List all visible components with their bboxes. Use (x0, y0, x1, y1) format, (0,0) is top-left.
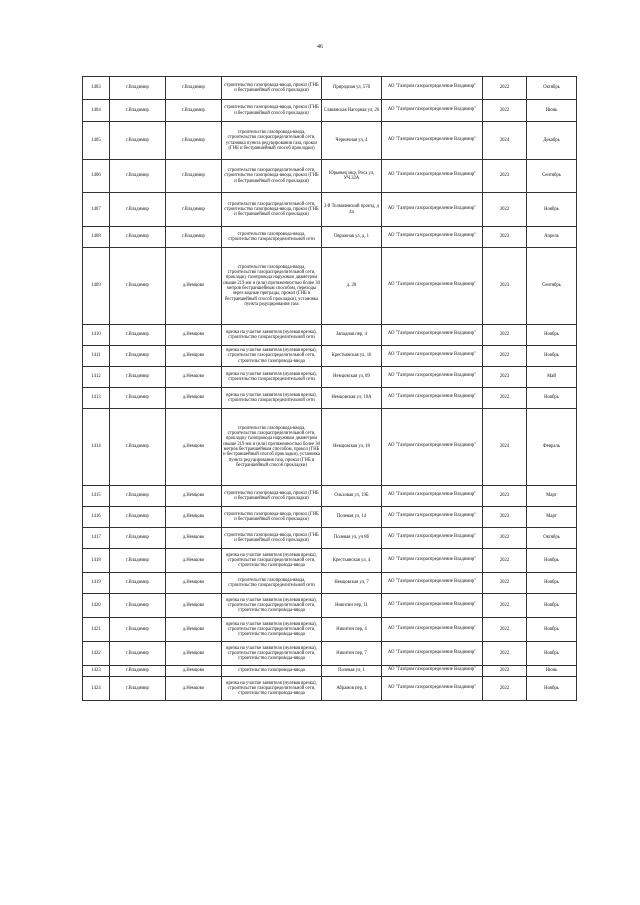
locality-cell: г.Владимир (166, 100, 222, 122)
year-cell: 2022 (483, 528, 527, 549)
month-cell: Март (527, 486, 577, 507)
row-number: 1422 (83, 642, 110, 666)
locality-cell: д.Немцово (166, 642, 222, 666)
table-row (83, 549, 577, 573)
row-number: 1405 (83, 122, 110, 160)
city-cell: г.Владимир (110, 193, 166, 227)
organization-cell: АО "Газпром газораспределение Владимир" (382, 160, 483, 193)
row-number: 1412 (83, 367, 110, 388)
year-cell: 2022 (483, 325, 527, 346)
table-row (83, 666, 577, 677)
city-cell: г.Владимир (110, 227, 166, 248)
work-description: врезка на участке заявителя (нулевая врезка), строительство газораспределительной сети, строительство газопровода-ввода (222, 677, 322, 701)
address-cell: 3-й Толмачевский проезд, д 4а (322, 193, 382, 227)
address-cell: Юрьевец мкр, Роса ул, УЧ.32А (322, 160, 382, 193)
organization-cell: АО "Газпром газораспределение Владимир" (382, 122, 483, 160)
year-cell: 2022 (483, 77, 527, 100)
work-description: строительство газопровода-ввода, прокол (ГНБ и бестраншейный способ прокладки) (222, 528, 322, 549)
address-cell: Черничная ул, 4 (322, 122, 382, 160)
row-number: 1416 (83, 507, 110, 528)
row-number: 1408 (83, 227, 110, 248)
locality-cell: д.Немцово (166, 409, 222, 486)
address-cell: Славянская Нагорная ул, 26 (322, 100, 382, 122)
organization-cell: АО "Газпром газораспределение Владимир" (382, 666, 483, 677)
organization-cell: АО "Газпром газораспределение Владимир" (382, 325, 483, 346)
organization-cell: АО "Газпром газораспределение Владимир" (382, 642, 483, 666)
month-cell: Сентябрь (527, 160, 577, 193)
work-description: строительство газопровода-ввода, строительство газораспределительной сети (222, 227, 322, 248)
address-cell: Западная пер, 4 (322, 325, 382, 346)
table-row (83, 122, 577, 160)
organization-cell: АО "Газпром газораспределение Владимир" (382, 388, 483, 409)
work-description: врезка на участке заявителя (нулевая врезка), строительство газораспределительной сети (222, 367, 322, 388)
work-description: строительство газопровода-ввода (222, 666, 322, 677)
work-description: строительство газопровода-ввода, прокол (ГНБ и бестраншейный способ прокладки) (222, 77, 322, 100)
year-cell: 2022 (483, 677, 527, 701)
month-cell: Март (527, 507, 577, 528)
locality-cell: г.Владимир (166, 160, 222, 193)
row-number: 1403 (83, 77, 110, 100)
year-cell: 2024 (483, 409, 527, 486)
organization-cell: АО "Газпром газораспределение Владимир" (382, 77, 483, 100)
organization-cell: АО "Газпром газораспределение Владимир" (382, 346, 483, 367)
city-cell: г.Владимир (110, 528, 166, 549)
locality-cell: д.Немцово (166, 325, 222, 346)
address-cell: Немцовская ул, 18 (322, 409, 382, 486)
month-cell: Ноябрь (527, 549, 577, 573)
year-cell: 2024 (483, 122, 527, 160)
work-description: врезка на участке заявителя (нулевая врезка), строительство газораспределительной сети, строительство газопровода-ввода (222, 618, 322, 642)
address-cell: д. 28 (322, 248, 382, 325)
month-cell: Ноябрь (527, 573, 577, 594)
row-number: 1420 (83, 594, 110, 618)
work-description: строительство газопровода-ввода, строительство газораспределительной сети, прокладку газопровода наружным диаметром свыше 219 мм и (или) протяженностью более 30 метров бестраншейным способом, прокол (ГНБ и бестраншейный способ прокладки), установка пункта редуцирования газа, прокол (ГНБ и бестраншейный способ прокладки) (222, 409, 322, 486)
row-number: 1415 (83, 486, 110, 507)
row-number: 1406 (83, 160, 110, 193)
year-cell: 2023 (483, 227, 527, 248)
month-cell: Ноябрь (527, 325, 577, 346)
row-number: 1419 (83, 573, 110, 594)
year-cell: 2023 (483, 507, 527, 528)
locality-cell: г.Владимир (166, 77, 222, 100)
table-row (83, 409, 577, 486)
work-description: врезка на участке заявителя (нулевая врезка), строительство газораспределительной сети (222, 388, 322, 409)
month-cell: Сентябрь (527, 248, 577, 325)
table-row (83, 642, 577, 666)
row-number: 1411 (83, 346, 110, 367)
table-row (83, 486, 577, 507)
organization-cell: АО "Газпром газораспределение Владимир" (382, 507, 483, 528)
page-number: 46 (317, 44, 323, 50)
row-number: 1409 (83, 248, 110, 325)
city-cell: г.Владимир (110, 325, 166, 346)
city-cell: г.Владимир (110, 677, 166, 701)
month-cell: Ноябрь (527, 594, 577, 618)
address-cell: Никитин пер, 7 (322, 642, 382, 666)
city-cell: г.Владимир (110, 573, 166, 594)
organization-cell: АО "Газпром газораспределение Владимир" (382, 549, 483, 573)
address-cell: Никитин пер, 4 (322, 618, 382, 642)
work-description: строительство газопровода-ввода, строительство газораспределительной сети, прокладку газопровода наружным диаметром свыше 219 мм и (или) протяженностью более 30 метров бестраншейным способом, переходы через водные преграды, прокол (ГНБ и бестраншейный способ прокладки), установка пункта редуцирования газа (222, 248, 322, 325)
address-cell: Полевая ул, 14 (322, 507, 382, 528)
work-description: строительство газопровода-ввода, прокол (ГНБ и бестраншейный способ прокладки) (222, 100, 322, 122)
locality-cell: д.Немцово (166, 486, 222, 507)
address-cell: Абрамов пер, 4 (322, 677, 382, 701)
table-row (83, 573, 577, 594)
city-cell: г.Владимир (110, 618, 166, 642)
month-cell: Октябрь (527, 77, 577, 100)
month-cell: Июнь (527, 666, 577, 677)
city-cell: г.Владимир (110, 642, 166, 666)
month-cell: Декабрь (527, 122, 577, 160)
organization-cell: АО "Газпром газораспределение Владимир" (382, 100, 483, 122)
table-row (83, 100, 577, 122)
address-cell: Полевая ул, 1 (322, 666, 382, 677)
year-cell: 2022 (483, 388, 527, 409)
address-cell: Немцовская ул, 7 (322, 573, 382, 594)
year-cell: 2023 (483, 248, 527, 325)
city-cell: г.Владимир (110, 486, 166, 507)
address-cell: Ольховая ул, 19Б (322, 486, 382, 507)
city-cell: г.Владимир (110, 122, 166, 160)
work-description: строительство газопровода-ввода, прокол (ГНБ и бестраншейный способ прокладки) (222, 486, 322, 507)
locality-cell: г.Владимир (166, 122, 222, 160)
locality-cell: д.Немцово (166, 573, 222, 594)
city-cell: г.Владимир (110, 100, 166, 122)
month-cell: Ноябрь (527, 642, 577, 666)
table-row (83, 594, 577, 618)
city-cell: г.Владимир (110, 507, 166, 528)
month-cell: Февраль (527, 409, 577, 486)
city-cell: г.Владимир (110, 160, 166, 193)
address-cell: Немцовская ул, 89 (322, 367, 382, 388)
work-description: строительство газопровода-ввода, строительство газораспределительной сети (222, 573, 322, 594)
year-cell: 2022 (483, 549, 527, 573)
organization-cell: АО "Газпром газораспределение Владимир" (382, 677, 483, 701)
table-row (83, 367, 577, 388)
work-description: строительство газопровода-ввода, прокол (ГНБ и бестраншейный способ прокладки) (222, 507, 322, 528)
organization-cell: АО "Газпром газораспределение Владимир" (382, 594, 483, 618)
work-description: строительство газопровода-ввода, строительство газораспределительной сети, установка пункта редуцирования газа, прокол (ГНБ и бестраншейный способ прокладки) (222, 122, 322, 160)
organization-cell: АО "Газпром газораспределение Владимир" (382, 193, 483, 227)
work-description: строительство газораспределительной сети, строительство газопровода-ввода, прокол (ГНБ и бестраншейный способ прокладки) (222, 160, 322, 193)
month-cell: Ноябрь (527, 618, 577, 642)
table-row (83, 248, 577, 325)
city-cell: г.Владимир (110, 549, 166, 573)
gasification-table (82, 76, 577, 701)
organization-cell: АО "Газпром газораспределение Владимир" (382, 618, 483, 642)
table-row (83, 193, 577, 227)
address-cell: Немцовская ул, 10А (322, 388, 382, 409)
year-cell: 2023 (483, 367, 527, 388)
locality-cell: д.Немцово (166, 367, 222, 388)
city-cell: г.Владимир (110, 388, 166, 409)
month-cell: Ноябрь (527, 193, 577, 227)
locality-cell: д.Немцово (166, 507, 222, 528)
year-cell: 2022 (483, 346, 527, 367)
table-row (83, 677, 577, 701)
year-cell: 2022 (483, 573, 527, 594)
table-row (83, 160, 577, 193)
locality-cell: д.Немцово (166, 677, 222, 701)
address-cell: Крестьянская ул, 4 (322, 549, 382, 573)
work-description: строительство газораспределительной сети, строительство газопровода-ввода, прокол (ГНБ и бестраншейный способ прокладки) (222, 193, 322, 227)
city-cell: г.Владимир (110, 666, 166, 677)
year-cell: 2022 (483, 642, 527, 666)
row-number: 1413 (83, 388, 110, 409)
table-row (83, 507, 577, 528)
year-cell: 2022 (483, 100, 527, 122)
city-cell: г.Владимир (110, 346, 166, 367)
locality-cell: г.Владимир (166, 227, 222, 248)
work-description: врезка на участке заявителя (нулевая врезка), строительство газораспределительной сети (222, 325, 322, 346)
address-cell: Никитин пер, 11 (322, 594, 382, 618)
organization-cell: АО "Газпром газораспределение Владимир" (382, 248, 483, 325)
locality-cell: д.Немцово (166, 528, 222, 549)
city-cell: г.Владимир (110, 594, 166, 618)
month-cell: Май (527, 367, 577, 388)
year-cell: 2022 (483, 193, 527, 227)
month-cell: Апрель (527, 227, 577, 248)
table-row (83, 77, 577, 100)
locality-cell: д.Немцово (166, 618, 222, 642)
row-number: 1404 (83, 100, 110, 122)
table-row (83, 227, 577, 248)
address-cell: Природная ул, 57б (322, 77, 382, 100)
city-cell: г.Владимир (110, 409, 166, 486)
locality-cell: г.Владимир (166, 193, 222, 227)
organization-cell: АО "Газпром газораспределение Владимир" (382, 573, 483, 594)
organization-cell: АО "Газпром газораспределение Владимир" (382, 227, 483, 248)
row-number: 1407 (83, 193, 110, 227)
table-body (83, 77, 577, 701)
work-description: врезка на участке заявителя (нулевая врезка), строительство газораспределительной сети, строительство газопровода-ввода (222, 346, 322, 367)
month-cell: Июнь (527, 100, 577, 122)
locality-cell: д.Немцово (166, 549, 222, 573)
organization-cell: АО "Газпром газораспределение Владимир" (382, 367, 483, 388)
organization-cell: АО "Газпром газораспределение Владимир" (382, 528, 483, 549)
year-cell: 2023 (483, 486, 527, 507)
locality-cell: д.Немцово (166, 346, 222, 367)
table-row (83, 346, 577, 367)
work-description: врезка на участке заявителя (нулевая врезка), строительство газораспределительной сети, строительство газопровода-ввода (222, 594, 322, 618)
locality-cell: д.Немцово (166, 594, 222, 618)
year-cell: 2022 (483, 594, 527, 618)
locality-cell: д.Немцово (166, 666, 222, 677)
month-cell: Ноябрь (527, 388, 577, 409)
city-cell: г.Владимир (110, 248, 166, 325)
row-number: 1421 (83, 618, 110, 642)
locality-cell: д.Немцово (166, 388, 222, 409)
organization-cell: АО "Газпром газораспределение Владимир" (382, 486, 483, 507)
table-row (83, 528, 577, 549)
table-row (83, 388, 577, 409)
year-cell: 2022 (483, 666, 527, 677)
row-number: 1424 (83, 677, 110, 701)
table-row (83, 618, 577, 642)
work-description: врезка на участке заявителя (нулевая врезка), строительство газораспределительной сети, строительство газопровода-ввода (222, 642, 322, 666)
address-cell: Полевая ул, уч 8б (322, 528, 382, 549)
work-description: врезка на участке заявителя (нулевая врезка), строительство газораспределительной сети, строительство газопровода-ввода (222, 549, 322, 573)
row-number: 1418 (83, 549, 110, 573)
organization-cell: АО "Газпром газораспределение Владимир" (382, 409, 483, 486)
row-number: 1410 (83, 325, 110, 346)
year-cell: 2022 (483, 618, 527, 642)
city-cell: г.Владимир (110, 77, 166, 100)
row-number: 1423 (83, 666, 110, 677)
city-cell: г.Владимир (110, 367, 166, 388)
year-cell: 2023 (483, 160, 527, 193)
month-cell: Октябрь (527, 528, 577, 549)
month-cell: Ноябрь (527, 346, 577, 367)
month-cell: Ноябрь (527, 677, 577, 701)
row-number: 1414 (83, 409, 110, 486)
address-cell: Крестьянская ул, 16 (322, 346, 382, 367)
locality-cell: д.Немцово (166, 248, 222, 325)
row-number: 1417 (83, 528, 110, 549)
address-cell: Овражная ул, д. 1 (322, 227, 382, 248)
table-row (83, 325, 577, 346)
